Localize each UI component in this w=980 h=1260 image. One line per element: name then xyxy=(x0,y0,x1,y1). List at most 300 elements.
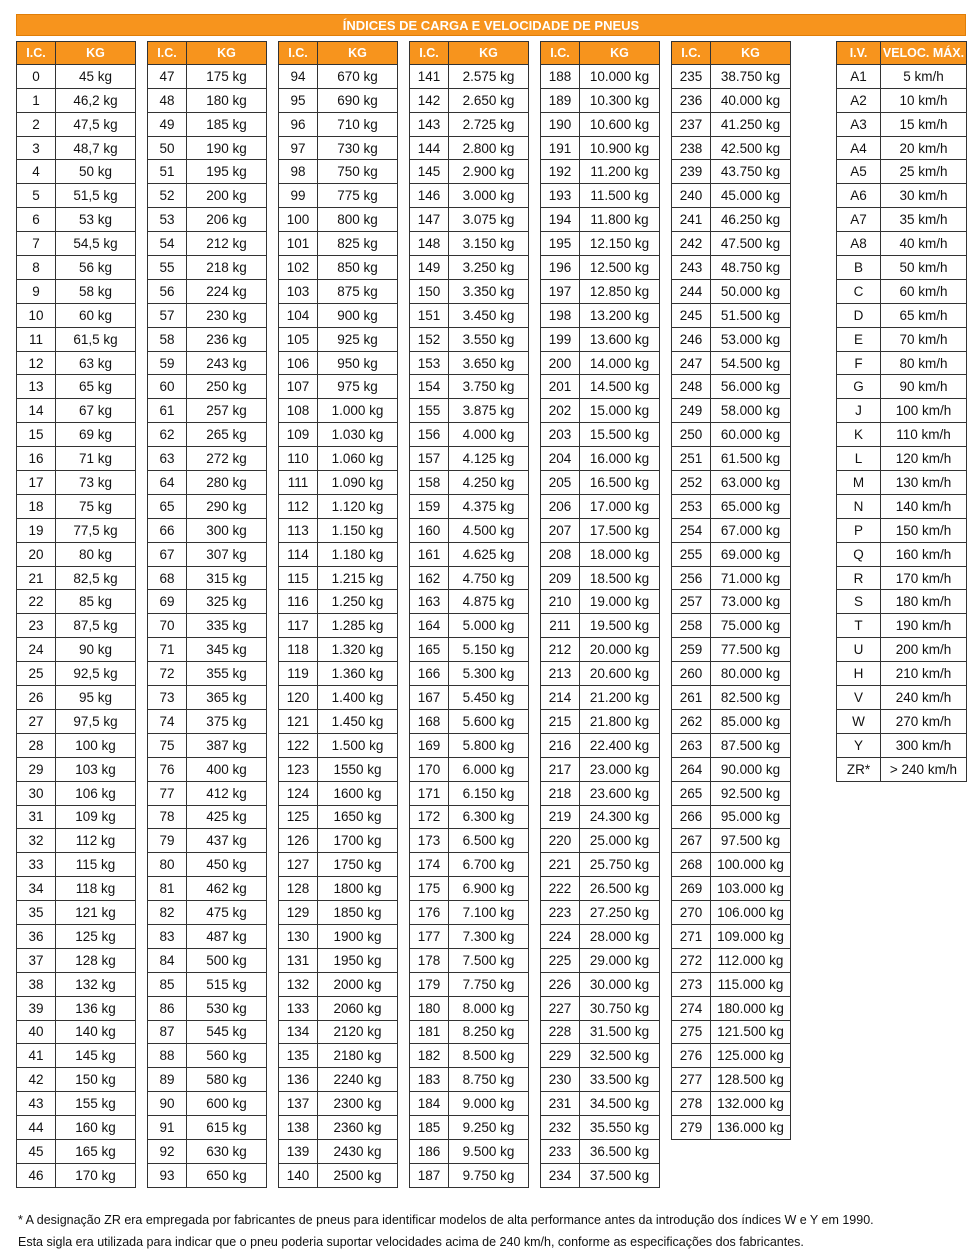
value-cell: 4.375 kg xyxy=(449,494,529,518)
value-cell: 50 kg xyxy=(56,160,136,184)
index-cell: 92 xyxy=(148,1139,187,1163)
load-index-row xyxy=(148,447,267,471)
value-cell: 185 kg xyxy=(187,112,267,136)
load-index-row xyxy=(410,709,529,733)
index-cell: 12 xyxy=(17,351,56,375)
index-cell: 66 xyxy=(148,518,187,542)
index-cell: 46 xyxy=(17,1163,56,1187)
index-cell: 175 xyxy=(410,877,449,901)
value-cell: 25 km/h xyxy=(881,160,967,184)
value-cell: 1700 kg xyxy=(318,829,398,853)
load-index-row xyxy=(410,112,529,136)
load-index-row xyxy=(672,996,791,1020)
load-index-row xyxy=(410,853,529,877)
index-cell: 264 xyxy=(672,757,711,781)
load-index-row xyxy=(279,279,398,303)
load-index-row xyxy=(279,733,398,757)
value-cell: 92,5 kg xyxy=(56,662,136,686)
load-index-row xyxy=(541,948,660,972)
index-cell: 35 xyxy=(17,901,56,925)
load-index-row xyxy=(410,901,529,925)
value-cell: 272 kg xyxy=(187,447,267,471)
index-cell: 255 xyxy=(672,542,711,566)
value-cell: 8.000 kg xyxy=(449,996,529,1020)
load-index-row xyxy=(279,423,398,447)
column-header-value: KG xyxy=(56,42,136,65)
index-cell: 223 xyxy=(541,901,580,925)
index-cell: 68 xyxy=(148,566,187,590)
load-index-row xyxy=(672,590,791,614)
index-cell: 133 xyxy=(279,996,318,1020)
index-cell: A3 xyxy=(837,112,881,136)
index-cell: D xyxy=(837,303,881,327)
index-cell: 117 xyxy=(279,614,318,638)
index-cell: 165 xyxy=(410,638,449,662)
speed-index-row xyxy=(837,399,967,423)
index-cell: 251 xyxy=(672,447,711,471)
load-index-row xyxy=(17,877,136,901)
index-cell: 34 xyxy=(17,877,56,901)
index-cell: 51 xyxy=(148,160,187,184)
value-cell: 345 kg xyxy=(187,638,267,662)
load-index-row xyxy=(541,877,660,901)
value-cell: 5 km/h xyxy=(881,64,967,88)
load-index-row xyxy=(541,1068,660,1092)
value-cell: 58.000 kg xyxy=(711,399,791,423)
load-index-row xyxy=(17,208,136,232)
index-cell: 48 xyxy=(148,88,187,112)
load-index-row xyxy=(541,733,660,757)
value-cell: 180 km/h xyxy=(881,590,967,614)
load-index-row xyxy=(17,375,136,399)
load-index-row xyxy=(279,1139,398,1163)
value-cell: 4.500 kg xyxy=(449,518,529,542)
index-cell: 26 xyxy=(17,686,56,710)
value-cell: 3.350 kg xyxy=(449,279,529,303)
index-cell: 167 xyxy=(410,686,449,710)
index-cell: A7 xyxy=(837,208,881,232)
index-cell: S xyxy=(837,590,881,614)
load-index-row xyxy=(148,662,267,686)
load-index-row xyxy=(672,160,791,184)
index-cell: 203 xyxy=(541,423,580,447)
value-cell: 51.500 kg xyxy=(711,303,791,327)
load-index-row xyxy=(279,232,398,256)
value-cell: 34.500 kg xyxy=(580,1092,660,1116)
value-cell: 180 kg xyxy=(187,88,267,112)
index-cell: 78 xyxy=(148,805,187,829)
load-index-row xyxy=(148,1092,267,1116)
load-index-row xyxy=(17,351,136,375)
load-index-row xyxy=(279,447,398,471)
column-header-index: I.C. xyxy=(148,42,187,65)
value-cell: 300 kg xyxy=(187,518,267,542)
value-cell: 6.300 kg xyxy=(449,805,529,829)
index-cell: 262 xyxy=(672,709,711,733)
speed-index-row xyxy=(837,184,967,208)
load-index-row xyxy=(410,542,529,566)
index-cell: 146 xyxy=(410,184,449,208)
index-cell: 115 xyxy=(279,566,318,590)
load-index-row xyxy=(541,590,660,614)
index-cell: 105 xyxy=(279,327,318,351)
index-cell: 33 xyxy=(17,853,56,877)
value-cell: 212 kg xyxy=(187,232,267,256)
index-cell: 152 xyxy=(410,327,449,351)
index-cell: 272 xyxy=(672,948,711,972)
value-cell: 243 kg xyxy=(187,351,267,375)
index-cell: 75 xyxy=(148,733,187,757)
index-cell: 215 xyxy=(541,709,580,733)
index-cell: 143 xyxy=(410,112,449,136)
value-cell: 12.500 kg xyxy=(580,256,660,280)
value-cell: 56 kg xyxy=(56,256,136,280)
value-cell: 200 km/h xyxy=(881,638,967,662)
load-index-row xyxy=(541,901,660,925)
load-index-table xyxy=(147,41,267,1188)
load-index-row xyxy=(148,948,267,972)
value-cell: 65 kg xyxy=(56,375,136,399)
value-cell: 60.000 kg xyxy=(711,423,791,447)
load-index-row xyxy=(541,686,660,710)
load-index-row xyxy=(672,1116,791,1140)
index-cell: 121 xyxy=(279,709,318,733)
column-header-value: KG xyxy=(580,42,660,65)
value-cell: 16.500 kg xyxy=(580,471,660,495)
load-index-row xyxy=(148,1163,267,1187)
load-index-row xyxy=(279,494,398,518)
index-cell: 185 xyxy=(410,1116,449,1140)
load-index-row xyxy=(148,638,267,662)
value-cell: 210 km/h xyxy=(881,662,967,686)
index-cell: 153 xyxy=(410,351,449,375)
index-cell: 130 xyxy=(279,924,318,948)
load-index-row xyxy=(148,829,267,853)
load-index-row xyxy=(17,494,136,518)
value-cell: 10.900 kg xyxy=(580,136,660,160)
load-index-row xyxy=(672,399,791,423)
index-cell: 58 xyxy=(148,327,187,351)
load-index-row xyxy=(541,1020,660,1044)
load-index-row xyxy=(17,901,136,925)
index-cell: A6 xyxy=(837,184,881,208)
load-index-row xyxy=(541,518,660,542)
index-cell: 197 xyxy=(541,279,580,303)
load-index-row xyxy=(17,1044,136,1068)
load-index-row xyxy=(410,614,529,638)
index-cell: 159 xyxy=(410,494,449,518)
load-index-row xyxy=(279,303,398,327)
index-cell: M xyxy=(837,471,881,495)
load-index-row xyxy=(541,184,660,208)
index-cell: 242 xyxy=(672,232,711,256)
load-index-row xyxy=(541,829,660,853)
index-cell: 216 xyxy=(541,733,580,757)
load-index-row xyxy=(541,447,660,471)
index-cell: 111 xyxy=(279,471,318,495)
load-index-row xyxy=(279,327,398,351)
load-index-row xyxy=(17,447,136,471)
index-cell: 1 xyxy=(17,88,56,112)
load-index-row xyxy=(17,590,136,614)
index-cell: 157 xyxy=(410,447,449,471)
value-cell: 38.750 kg xyxy=(711,64,791,88)
load-index-row xyxy=(410,924,529,948)
index-cell: 260 xyxy=(672,662,711,686)
load-index-row xyxy=(148,208,267,232)
index-cell: 261 xyxy=(672,686,711,710)
value-cell: 750 kg xyxy=(318,160,398,184)
load-index-row xyxy=(148,972,267,996)
value-cell: 4.125 kg xyxy=(449,447,529,471)
index-cell: 69 xyxy=(148,590,187,614)
value-cell: 20 km/h xyxy=(881,136,967,160)
load-index-row xyxy=(279,471,398,495)
value-cell: 175 kg xyxy=(187,64,267,88)
value-cell: 200 kg xyxy=(187,184,267,208)
speed-index-row xyxy=(837,208,967,232)
index-cell: 28 xyxy=(17,733,56,757)
value-cell: 41.250 kg xyxy=(711,112,791,136)
index-cell: 23 xyxy=(17,614,56,638)
load-index-row xyxy=(148,184,267,208)
value-cell: 77,5 kg xyxy=(56,518,136,542)
load-index-row xyxy=(672,423,791,447)
load-index-row xyxy=(672,829,791,853)
value-cell: 1750 kg xyxy=(318,853,398,877)
index-cell: 95 xyxy=(279,88,318,112)
index-cell: 238 xyxy=(672,136,711,160)
value-cell: 46,2 kg xyxy=(56,88,136,112)
index-cell: C xyxy=(837,279,881,303)
value-cell: 450 kg xyxy=(187,853,267,877)
load-index-row xyxy=(17,64,136,88)
load-index-row xyxy=(672,64,791,88)
load-index-row xyxy=(279,638,398,662)
index-cell: 227 xyxy=(541,996,580,1020)
load-index-row xyxy=(410,638,529,662)
index-cell: 84 xyxy=(148,948,187,972)
value-cell: 3.250 kg xyxy=(449,256,529,280)
load-index-row xyxy=(541,566,660,590)
load-index-row xyxy=(17,662,136,686)
index-cell: 147 xyxy=(410,208,449,232)
load-index-row xyxy=(279,805,398,829)
index-cell: V xyxy=(837,686,881,710)
load-index-row xyxy=(279,901,398,925)
load-index-row xyxy=(672,877,791,901)
value-cell: 300 km/h xyxy=(881,733,967,757)
value-cell: 6.500 kg xyxy=(449,829,529,853)
load-index-row xyxy=(17,853,136,877)
load-index-row xyxy=(148,781,267,805)
index-cell: 222 xyxy=(541,877,580,901)
load-index-row xyxy=(279,399,398,423)
load-index-row xyxy=(279,590,398,614)
index-cell: 53 xyxy=(148,208,187,232)
load-index-row xyxy=(410,1020,529,1044)
value-cell: 3.075 kg xyxy=(449,208,529,232)
value-cell: 6.900 kg xyxy=(449,877,529,901)
value-cell: 1900 kg xyxy=(318,924,398,948)
value-cell: 70 km/h xyxy=(881,327,967,351)
value-cell: 11.200 kg xyxy=(580,160,660,184)
speed-index-row xyxy=(837,375,967,399)
value-cell: 20.000 kg xyxy=(580,638,660,662)
value-cell: 925 kg xyxy=(318,327,398,351)
value-cell: 31.500 kg xyxy=(580,1020,660,1044)
index-cell: 243 xyxy=(672,256,711,280)
load-index-row xyxy=(541,303,660,327)
value-cell: 1.215 kg xyxy=(318,566,398,590)
index-cell: 217 xyxy=(541,757,580,781)
index-cell: K xyxy=(837,423,881,447)
value-cell: 112 kg xyxy=(56,829,136,853)
load-index-row xyxy=(17,136,136,160)
load-index-row xyxy=(672,614,791,638)
column-header-index: I.C. xyxy=(279,42,318,65)
value-cell: 290 kg xyxy=(187,494,267,518)
index-cell: 129 xyxy=(279,901,318,925)
index-cell: N xyxy=(837,494,881,518)
value-cell: 1.030 kg xyxy=(318,423,398,447)
index-cell: 94 xyxy=(279,64,318,88)
index-cell: R xyxy=(837,566,881,590)
load-index-row xyxy=(279,996,398,1020)
value-cell: 9.000 kg xyxy=(449,1092,529,1116)
index-cell: 231 xyxy=(541,1092,580,1116)
value-cell: 8.500 kg xyxy=(449,1044,529,1068)
index-cell: H xyxy=(837,662,881,686)
value-cell: 103.000 kg xyxy=(711,877,791,901)
value-cell: 42.500 kg xyxy=(711,136,791,160)
value-cell: 545 kg xyxy=(187,1020,267,1044)
load-index-row xyxy=(410,757,529,781)
load-index-row xyxy=(279,853,398,877)
value-cell: 1.120 kg xyxy=(318,494,398,518)
load-index-row xyxy=(410,351,529,375)
value-cell: 23.600 kg xyxy=(580,781,660,805)
index-cell: 22 xyxy=(17,590,56,614)
load-index-row xyxy=(541,1092,660,1116)
index-cell: 90 xyxy=(148,1092,187,1116)
index-cell: 0 xyxy=(17,64,56,88)
index-cell: P xyxy=(837,518,881,542)
load-index-table xyxy=(671,41,791,1140)
index-cell: G xyxy=(837,375,881,399)
index-cell: 206 xyxy=(541,494,580,518)
index-cell: 30 xyxy=(17,781,56,805)
index-cell: 186 xyxy=(410,1139,449,1163)
index-cell: 40 xyxy=(17,1020,56,1044)
load-index-row xyxy=(17,542,136,566)
index-cell: 233 xyxy=(541,1139,580,1163)
value-cell: 2.650 kg xyxy=(449,88,529,112)
value-cell: 160 kg xyxy=(56,1116,136,1140)
index-cell: 64 xyxy=(148,471,187,495)
value-cell: 14.000 kg xyxy=(580,351,660,375)
load-index-row xyxy=(148,88,267,112)
index-cell: 254 xyxy=(672,518,711,542)
value-cell: 118 kg xyxy=(56,877,136,901)
index-cell: 67 xyxy=(148,542,187,566)
load-index-row xyxy=(672,566,791,590)
value-cell: 160 km/h xyxy=(881,542,967,566)
value-cell: 240 km/h xyxy=(881,686,967,710)
index-cell: A4 xyxy=(837,136,881,160)
value-cell: 1.320 kg xyxy=(318,638,398,662)
value-cell: 100 kg xyxy=(56,733,136,757)
speed-index-row xyxy=(837,542,967,566)
index-cell: 202 xyxy=(541,399,580,423)
index-cell: 170 xyxy=(410,757,449,781)
load-index-row xyxy=(279,160,398,184)
load-index-row xyxy=(541,542,660,566)
load-index-row xyxy=(541,494,660,518)
value-cell: 7.300 kg xyxy=(449,924,529,948)
index-cell: 61 xyxy=(148,399,187,423)
index-cell: 82 xyxy=(148,901,187,925)
value-cell: 14.500 kg xyxy=(580,375,660,399)
index-cell: J xyxy=(837,399,881,423)
value-cell: 355 kg xyxy=(187,662,267,686)
index-cell: 250 xyxy=(672,423,711,447)
load-index-row xyxy=(148,590,267,614)
index-cell: 169 xyxy=(410,733,449,757)
index-cell: 160 xyxy=(410,518,449,542)
value-cell: 71 kg xyxy=(56,447,136,471)
index-cell: 236 xyxy=(672,88,711,112)
value-cell: 365 kg xyxy=(187,686,267,710)
value-cell: 8.750 kg xyxy=(449,1068,529,1092)
value-cell: 2.800 kg xyxy=(449,136,529,160)
index-cell: 266 xyxy=(672,805,711,829)
value-cell: 690 kg xyxy=(318,88,398,112)
load-index-row xyxy=(279,614,398,638)
index-cell: 171 xyxy=(410,781,449,805)
value-cell: 400 kg xyxy=(187,757,267,781)
value-cell: 92.500 kg xyxy=(711,781,791,805)
value-cell: 7.500 kg xyxy=(449,948,529,972)
index-cell: 188 xyxy=(541,64,580,88)
load-index-row xyxy=(410,781,529,805)
speed-index-row xyxy=(837,471,967,495)
column-header-value: VELOC. MÁX. xyxy=(881,42,967,65)
speed-index-table xyxy=(836,41,967,782)
value-cell: 3.875 kg xyxy=(449,399,529,423)
index-cell: 279 xyxy=(672,1116,711,1140)
index-cell: 4 xyxy=(17,160,56,184)
index-cell: 77 xyxy=(148,781,187,805)
index-cell: 210 xyxy=(541,590,580,614)
value-cell: 2180 kg xyxy=(318,1044,398,1068)
value-cell: 115 kg xyxy=(56,853,136,877)
value-cell: 77.500 kg xyxy=(711,638,791,662)
load-index-row xyxy=(541,64,660,88)
load-index-row xyxy=(17,112,136,136)
index-cell: 138 xyxy=(279,1116,318,1140)
load-index-row xyxy=(672,901,791,925)
value-cell: 48,7 kg xyxy=(56,136,136,160)
index-cell: 148 xyxy=(410,232,449,256)
value-cell: 65 km/h xyxy=(881,303,967,327)
index-cell: 259 xyxy=(672,638,711,662)
value-cell: 25.000 kg xyxy=(580,829,660,853)
index-cell: 70 xyxy=(148,614,187,638)
value-cell: 1.250 kg xyxy=(318,590,398,614)
index-cell: 17 xyxy=(17,471,56,495)
load-index-row xyxy=(148,757,267,781)
